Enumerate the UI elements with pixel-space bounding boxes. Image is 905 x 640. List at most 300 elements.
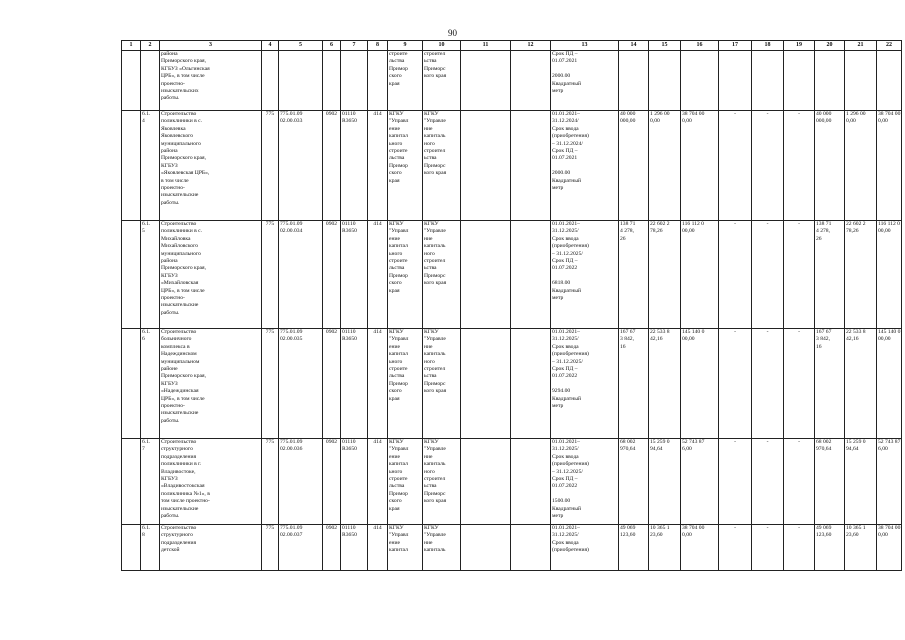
cell-line: капиталь (424, 351, 446, 358)
header-row (122, 41, 902, 51)
cell-name (160, 525, 262, 571)
cell-c9 (388, 221, 423, 329)
cell-line: 01.07.2022 (552, 265, 578, 272)
cell-line: 22 602 2 (650, 221, 670, 227)
cell-no (141, 439, 160, 525)
header-cell-20: 20 (815, 41, 845, 51)
cell-line: 78,26 (650, 228, 663, 235)
cell-col1 (122, 111, 141, 221)
cell-c20 (815, 111, 845, 221)
cell-line: ьства (424, 373, 437, 380)
cell-c17: - (719, 111, 752, 221)
cell-line: льства (389, 58, 405, 65)
header-cell-19: 19 (784, 41, 815, 51)
cell-line: КГБУЗ (161, 476, 178, 483)
cell-line: 00,00 (682, 228, 695, 235)
cell-line: Строительство (161, 221, 197, 227)
cell-line: ние (424, 343, 433, 350)
cell-line: Приморского края, (161, 265, 206, 272)
cell-line: 01.01.2021– (552, 329, 580, 335)
cell-line: 145 140 0 (878, 329, 901, 335)
cell-line: ского (389, 280, 402, 287)
cell-c21 (845, 525, 877, 571)
cell-line: капитал (389, 461, 408, 468)
cell-line: Квадратный (552, 80, 581, 87)
cell-line: 6,00 (682, 446, 692, 453)
cell-line: метр (552, 513, 564, 520)
cell-c10 (423, 111, 461, 221)
cell-line: изыскательские (161, 192, 199, 199)
header-cell-11: 11 (461, 41, 511, 51)
cell-line: края (389, 177, 400, 184)
cell-c12 (511, 51, 551, 111)
cell-line: кого края (424, 388, 447, 395)
cell-c22 (877, 111, 902, 221)
cell-c14 (619, 525, 649, 571)
cell-line: "Управл (389, 228, 409, 235)
header-cell-16: 16 (681, 41, 719, 51)
cell-line: льства (389, 155, 405, 162)
cell-code6: 0902 (323, 111, 341, 221)
cell-line: изыскательские (161, 302, 199, 309)
cell-line: в том числе (161, 177, 189, 184)
cell-line: ение (389, 235, 400, 242)
cell-line: 167 67 (620, 329, 636, 335)
cell-code8: 414 (368, 221, 388, 329)
cell-line: 01110 (342, 111, 356, 117)
cell-line: 23,60 (650, 532, 663, 539)
cell-line: "Управл (389, 446, 409, 453)
cell-c11 (461, 51, 511, 111)
cell-line: 38 704 00 (682, 111, 705, 117)
cell-line: Яковлевского (161, 133, 194, 140)
cell-line: 26 (620, 235, 626, 242)
cell-line: Михайловка (161, 235, 191, 242)
cell-line: 38 704 00 (682, 525, 705, 531)
cell-line: ского (389, 170, 402, 177)
cell-c12 (511, 329, 551, 439)
cell-code8: 414 (368, 111, 388, 221)
cell-line: КГКУ (424, 525, 439, 531)
cell-line: Строительство (161, 439, 197, 445)
cell-line: 52 743 87 (878, 439, 901, 445)
cell-code6: 0902 (323, 525, 341, 571)
cell-line: 15 259 0 (846, 439, 866, 445)
cell-line: ение (389, 453, 400, 460)
cell-line: КГКУ (424, 329, 439, 335)
cell-line: детской (161, 547, 180, 554)
cell-line: 01.01.2021– (552, 221, 580, 227)
cell-line: 6.1. (142, 111, 151, 117)
cell-line: 6,00 (878, 446, 888, 453)
cell-line: 775.01.09 (280, 439, 303, 445)
cell-c20 (815, 439, 845, 525)
cell-code6: 0902 (323, 439, 341, 525)
cell-line: строите (389, 366, 408, 373)
cell-code5 (279, 329, 323, 439)
cell-line: КГБУЗ «Ольгинская (161, 65, 210, 72)
cell-line: поликлиники в г. (161, 461, 202, 468)
header-cell-7: 7 (341, 41, 368, 51)
cell-c10 (423, 439, 461, 525)
cell-line: строите (389, 476, 408, 483)
cell-line: (приобретения) (552, 547, 589, 554)
header-cell-6: 6 (323, 41, 341, 51)
cell-line: 02.00.034 (280, 228, 303, 235)
cell-line: поликлиники в с. (161, 228, 203, 235)
cell-line: 6818.00 (552, 280, 571, 287)
cell-c22 (877, 525, 902, 571)
cell-line: Приморс (424, 65, 446, 72)
cell-line: "Управле (424, 118, 446, 125)
cell-c22 (877, 221, 902, 329)
cell-line: Срок ПД – (552, 258, 578, 265)
cell-c17: - (719, 221, 752, 329)
header-cell-5: 5 (279, 41, 323, 51)
cell-line: 775.01.09 (280, 329, 303, 335)
cell-line: (приобретения) (552, 461, 589, 468)
header-cell-2: 2 (141, 41, 160, 51)
cell-c18: - (752, 329, 784, 439)
table-row (122, 525, 902, 571)
cell-c21 (845, 329, 877, 439)
cell-line: структурного (161, 532, 193, 539)
cell-c19: - (784, 111, 815, 221)
cell-line: 10 365 1 (846, 525, 866, 531)
cell-line: ЦРБ», в том числе (161, 395, 205, 402)
cell-c22 (877, 439, 902, 525)
page-number: 90 (448, 28, 457, 38)
cell-line: Срок ввода (552, 235, 579, 242)
cell-line: R3650 (342, 336, 357, 343)
cell-line: ьства (424, 265, 437, 272)
cell-code4: 775 (262, 525, 279, 571)
cell-line: «Владивостокская (161, 483, 205, 490)
cell-line: Срок ПД – (552, 148, 578, 155)
cell-c17: - (719, 329, 752, 439)
cell-line: кого края (424, 280, 447, 287)
cell-line: КГБУЗ (161, 380, 178, 387)
cell-line: 22 602 2 (846, 221, 866, 227)
cell-line: ного (424, 468, 435, 475)
cell-c15 (649, 221, 681, 329)
cell-line: Примор (389, 490, 408, 497)
cell-line: капиталь (424, 461, 446, 468)
cell-code6: 0902 (323, 221, 341, 329)
cell-line: Срок ПД – (552, 51, 578, 57)
cell-line: края (389, 395, 400, 402)
cell-line: 8 (142, 532, 145, 539)
cell-c9 (388, 51, 423, 111)
cell-col1 (122, 525, 141, 571)
cell-line: ние (424, 235, 433, 242)
cell-line: – 31.12.2025/ (552, 358, 583, 365)
cell-line: ение (389, 125, 400, 132)
cell-c20 (815, 525, 845, 571)
cell-line: 3 842, (816, 336, 830, 343)
cell-c11 (461, 329, 511, 439)
cell-line: 38 704 00 (878, 525, 901, 531)
cell-c16 (681, 51, 719, 111)
cell-line: метр (552, 403, 564, 410)
cell-c19: - (784, 221, 815, 329)
cell-line: 00,00 (682, 336, 695, 343)
cell-line: 1 296 00 (650, 111, 670, 117)
cell-line: R3650 (342, 228, 357, 235)
table-row (122, 329, 902, 439)
cell-code6: 0902 (323, 329, 341, 439)
header-cell-12: 12 (511, 41, 551, 51)
cell-line: проектно- (161, 80, 185, 87)
cell-line: изыскательские (161, 410, 199, 417)
cell-line: 00,00 (878, 336, 891, 343)
cell-name (160, 111, 262, 221)
header-cell-18: 18 (752, 41, 784, 51)
cell-name (160, 329, 262, 439)
cell-c19 (784, 51, 815, 111)
cell-c17 (719, 51, 752, 111)
cell-line: 123,60 (620, 532, 636, 539)
cell-line: края (389, 287, 400, 294)
cell-c11 (461, 111, 511, 221)
cell-line: 116 112 0 (878, 221, 900, 227)
cell-line: 22 533 8 (650, 329, 670, 335)
cell-line: 16 (620, 343, 626, 350)
cell-line: 42,16 (846, 336, 859, 343)
cell-line: ьства (424, 155, 437, 162)
cell-line: работы. (161, 199, 180, 206)
cell-line: Приморс (424, 490, 446, 497)
cell-line: 52 743 87 (682, 439, 705, 445)
cell-line: метр (552, 295, 564, 302)
cell-line: структурного (161, 446, 193, 453)
cell-line: капитал (389, 243, 408, 250)
cell-code7 (341, 329, 368, 439)
cell-line: 02.00.035 (280, 336, 303, 343)
cell-c10 (423, 525, 461, 571)
cell-c13 (551, 221, 619, 329)
cell-line: 01.07.2022 (552, 373, 578, 380)
cell-line: 31.12.2025/ (552, 228, 579, 235)
cell-line: КГКУ (389, 525, 404, 531)
cell-line: 40 000 (816, 111, 832, 117)
cell-c14 (619, 439, 649, 525)
cell-line: Строительство (161, 111, 197, 117)
cell-line: КГКУ (424, 439, 439, 445)
cell-line: "Управл (389, 336, 409, 343)
cell-code7 (341, 221, 368, 329)
cell-line: "Управл (389, 532, 409, 539)
cell-line: "Управл (389, 118, 409, 125)
cell-line: 40 000 (620, 111, 636, 117)
cell-c18: - (752, 439, 784, 525)
cell-line: 31.12.2025/ (552, 532, 579, 539)
cell-line: 42,16 (650, 336, 663, 343)
cell-c18 (752, 51, 784, 111)
data-table (121, 40, 902, 571)
cell-line: Надеждинском (161, 351, 197, 358)
cell-line: (приобретения) (552, 351, 589, 358)
cell-line: изыскательские (161, 505, 199, 512)
cell-code4: 775 (262, 329, 279, 439)
cell-line: 2000.00 (552, 73, 571, 80)
cell-line: ние (424, 539, 433, 546)
cell-line: КГКУ (389, 439, 404, 445)
header-cell-8: 8 (368, 41, 388, 51)
header-cell-1: 1 (122, 41, 141, 51)
cell-line: ьного (389, 468, 403, 475)
cell-line: 16 (816, 343, 822, 350)
cell-line: "Управле (424, 532, 446, 539)
cell-line: строител (424, 148, 446, 155)
cell-line: Срок ввода (552, 343, 579, 350)
cell-line: капиталь (424, 133, 446, 140)
cell-c17: - (719, 525, 752, 571)
cell-c16 (681, 525, 719, 571)
cell-line: 01.01.2021– (552, 439, 580, 445)
cell-line: капитал (389, 133, 408, 140)
cell-c21 (845, 439, 877, 525)
cell-line: R3650 (342, 532, 357, 539)
cell-line: 6.1. (142, 439, 151, 445)
cell-c15 (649, 525, 681, 571)
cell-c21 (845, 111, 877, 221)
cell-c10 (423, 329, 461, 439)
cell-c11 (461, 221, 511, 329)
cell-no (141, 51, 160, 111)
cell-line: 4 278, (620, 228, 634, 235)
cell-line: строител (424, 366, 446, 373)
cell-line: Строительство (161, 329, 197, 335)
cell-c9 (388, 111, 423, 221)
cell-c15 (649, 439, 681, 525)
cell-line: том числе проектно- (161, 498, 210, 505)
cell-line: Срок ПД – (552, 476, 578, 483)
cell-line: КГБУЗ (161, 162, 178, 169)
cell-line: 31.12.2025/ (552, 336, 579, 343)
cell-line: 15 259 0 (650, 439, 670, 445)
cell-line: 94,64 (650, 446, 663, 453)
cell-line: капитал (389, 351, 408, 358)
cell-line: 116 112 0 (682, 221, 704, 227)
cell-line: 01110 (342, 439, 356, 445)
cell-line: района (161, 148, 178, 155)
cell-line: 00,00 (878, 228, 891, 235)
cell-line: 01110 (342, 221, 356, 227)
cell-line: Срок ввода (552, 453, 579, 460)
cell-line: метр (552, 185, 564, 192)
cell-code6 (323, 51, 341, 111)
cell-col1 (122, 439, 141, 525)
header-cell-22: 22 (877, 41, 902, 51)
cell-line: Срок ввода (552, 539, 579, 546)
cell-line: Приморского края, (161, 155, 206, 162)
cell-line: Квадратный (552, 505, 581, 512)
cell-line: 0,00 (650, 118, 660, 125)
cell-line: края (389, 80, 400, 87)
cell-line: 775.01.09 (280, 525, 303, 531)
cell-line: районе (161, 366, 178, 373)
cell-line: 68 002 (620, 439, 636, 445)
cell-line: "Управле (424, 336, 446, 343)
cell-line: 138 71 (620, 221, 636, 227)
cell-line: 4 (142, 118, 145, 125)
cell-line: КГКУ (424, 221, 439, 227)
cell-line: 01.07.2022 (552, 483, 578, 490)
cell-line: капитал (389, 547, 408, 554)
cell-line: района (161, 258, 178, 265)
cell-c14 (619, 221, 649, 329)
cell-code4 (262, 51, 279, 111)
cell-c9 (388, 525, 423, 571)
cell-line: R3650 (342, 446, 357, 453)
cell-line: ьства (424, 58, 437, 65)
cell-line: 23,60 (846, 532, 859, 539)
cell-c21 (845, 51, 877, 111)
cell-line: 000,00 (620, 118, 636, 125)
cell-line: 10 365 1 (650, 525, 670, 531)
cell-line: ние (424, 125, 433, 132)
cell-line: ного (424, 250, 435, 257)
cell-line: 138 71 (816, 221, 832, 227)
cell-line: края (389, 505, 400, 512)
cell-line: Срок ПД – (552, 366, 578, 373)
cell-code4: 775 (262, 439, 279, 525)
cell-c19: - (784, 525, 815, 571)
cell-line: льства (389, 483, 405, 490)
cell-code4: 775 (262, 111, 279, 221)
cell-code7 (341, 525, 368, 571)
cell-line: (приобретения) (552, 243, 589, 250)
table-row (122, 51, 902, 111)
cell-line: ьного (389, 140, 403, 147)
cell-line: Приморс (424, 380, 446, 387)
cell-c10 (423, 221, 461, 329)
cell-c11 (461, 439, 511, 525)
cell-line: 775.01.09 (280, 221, 303, 227)
header-cell-10: 10 (423, 41, 461, 51)
cell-line: 9294.00 (552, 388, 571, 395)
cell-line: – 31.12.2025/ (552, 468, 583, 475)
cell-line: Яковлевка (161, 125, 186, 132)
cell-line: Приморс (424, 162, 446, 169)
cell-line: подразделения (161, 453, 197, 460)
cell-line: 01110 (342, 329, 356, 335)
header-cell-9: 9 (388, 41, 423, 51)
cell-line: Строительство (161, 525, 197, 531)
cell-line: кого края (424, 170, 447, 177)
cell-line: 0,00 (682, 532, 692, 539)
cell-col1 (122, 51, 141, 111)
cell-line: R3650 (342, 118, 357, 125)
cell-line: Приморского края, (161, 58, 206, 65)
cell-line: ского (389, 388, 402, 395)
cell-c18: - (752, 525, 784, 571)
cell-no (141, 329, 160, 439)
cell-no (141, 111, 160, 221)
header-cell-3: 3 (160, 41, 262, 51)
cell-c15 (649, 329, 681, 439)
cell-c18: - (752, 111, 784, 221)
cell-line: 167 67 (816, 329, 832, 335)
cell-line: ского (389, 498, 402, 505)
cell-c16 (681, 221, 719, 329)
cell-no (141, 525, 160, 571)
cell-c13 (551, 525, 619, 571)
cell-line: поликлиника №1», в (161, 490, 210, 497)
cell-c14 (619, 51, 649, 111)
cell-line: 2000.00 (552, 170, 571, 177)
